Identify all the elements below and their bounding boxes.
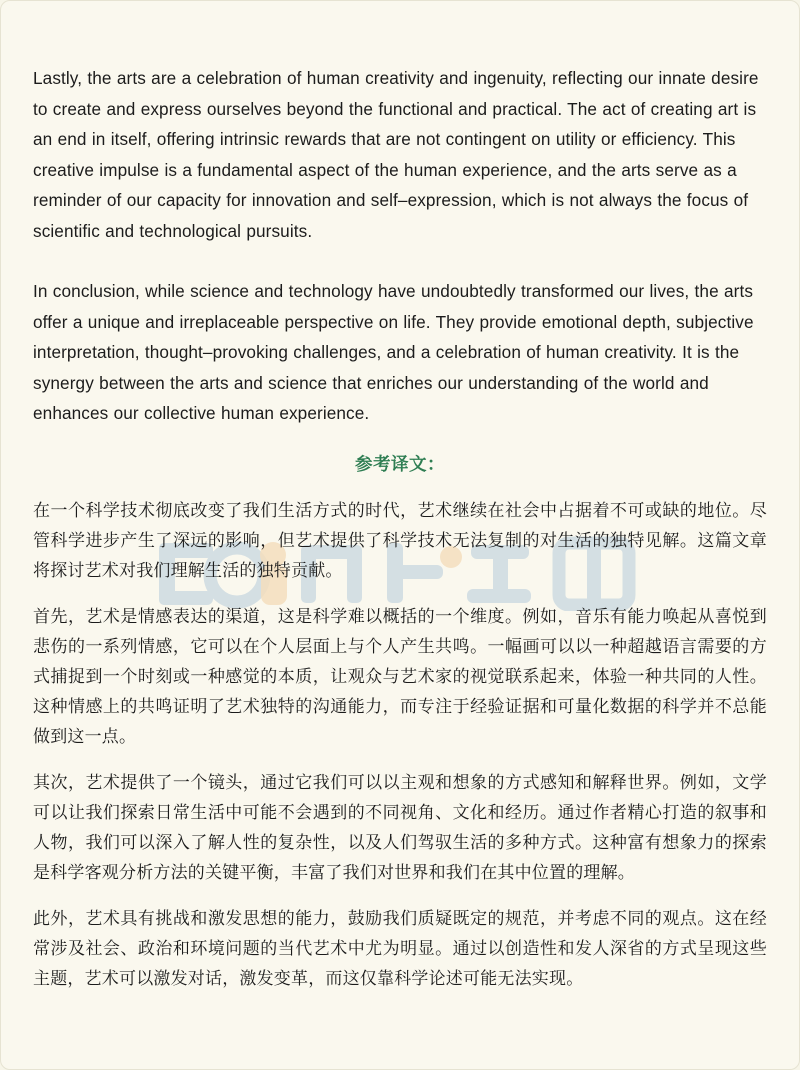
translation-paragraph: 在一个科学技术彻底改变了我们生活方式的时代，艺术继续在社会中占据着不可或缺的地位。尽管科学进步产生了深远的影响，但艺术提供了科学技术无法复制的对生活的独特见解。这篇文章将探讨艺术对我们理解生活的独特贡献。: [33, 500, 767, 580]
english-paragraph: Lastly, the arts are a celebration of human creativity and ingenuity, reflecting our innate desire to create and express ourselves beyond the functional and practical. The act of creating art is an end in itself, offering intrinsic rewards that are not contingent on utility or efficiency. This creative impulse is a fundamental aspect of the human experience, and the arts serve as a reminder of our capacity for innovation and self–expression, which is not always the focus of scientific and technological pursuits.: [33, 68, 759, 241]
english-paragraph: In conclusion, while science and technology have undoubtedly transformed our lives, the arts offer a unique and irreplaceable perspective on life. They provide emotional depth, subjective interpretation, thought–provoking challenges, and a celebration of human creativity. It is the synergy between the arts and science that enriches our understanding of the world and enhances our collective human experience.: [33, 281, 754, 423]
document-content: [1, 1, 799, 994]
translation-paragraph: 其次，艺术提供了一个镜头，通过它我们可以以主观和想象的方式感知和解释世界。例如，文学可以让我们探索日常生活中可能不会遇到的不同视角、文化和经历。通过作者精心打造的叙事和人物，我们可以深入了解人性的复杂性，以及人们驾驭生活的多种方式。这种富有想象力的探索是科学客观分析方法的关键平衡，丰富了我们对世界和我们在其中位置的理解。: [33, 772, 767, 882]
translation-paragraph: 此外，艺术具有挑战和激发思想的能力，鼓励我们质疑既定的规范，并考虑不同的观点。这在经常涉及社会、政治和环境问题的当代艺术中尤为明显。通过以创造性和发人深省的方式呈现这些主题，艺术可以激发对话，激发变革，而这仅靠科学论述可能无法实现。: [33, 908, 767, 988]
translation-heading: 参考译文：: [355, 453, 445, 474]
translation-paragraph: 首先，艺术是情感表达的渠道，这是科学难以概括的一个维度。例如，音乐有能力唤起从喜悦到悲伤的一系列情感，它可以在个人层面上与个人产生共鸣。一幅画可以以一种超越语言需要的方式捕捉到一个时刻或一种感觉的本质，让观众与艺术家的视觉联系起来，体验一种共同的人性。这种情感上的共鸣证明了艺术独特的沟通能力，而专注于经验证据和可量化数据的科学并不总能做到这一点。: [33, 606, 767, 746]
